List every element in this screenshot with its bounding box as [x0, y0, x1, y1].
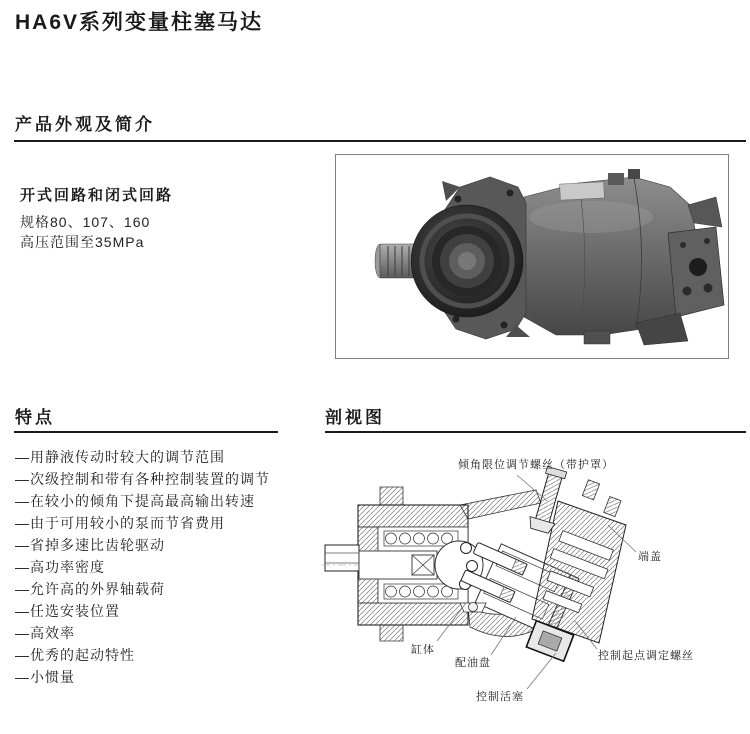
- valve-plate-detail: [460, 603, 486, 613]
- label-control-start-screw: 控制起点调定螺丝: [598, 650, 694, 662]
- section-divider-overview: [14, 140, 746, 142]
- feature-item: —省掉多速比齿轮驱动: [15, 537, 165, 553]
- inner-shaft: [359, 551, 437, 579]
- label-control-piston: 控制活塞: [476, 691, 524, 703]
- front-flange-disc: [411, 205, 523, 317]
- label-end-cover: 端盖: [638, 551, 662, 563]
- product-photo-image: [336, 155, 728, 358]
- feature-item: —优秀的起动特性: [15, 647, 135, 663]
- section-divider-section-view: [325, 431, 746, 433]
- feature-item: —任选安装位置: [15, 603, 120, 619]
- intro-text-block: [20, 184, 320, 252]
- features-list: [15, 446, 315, 688]
- intro-circuit-line: 开式回路和闭式回路: [20, 187, 174, 204]
- label-valve-plate: 配油盘: [455, 657, 491, 669]
- label-cylinder-body: 缸体: [411, 644, 435, 656]
- feature-item: —用静液传动时较大的调节范围: [15, 449, 225, 465]
- feature-item: —高效率: [15, 625, 75, 641]
- section-heading-overview: 产品外观及简介: [15, 115, 155, 134]
- feature-item: —小惯量: [15, 669, 75, 685]
- label-tilt-screw: 倾角限位调节螺丝（带护罩）: [458, 459, 614, 471]
- cross-section-drawing: [320, 435, 750, 734]
- section-heading-section-view: 剖视图: [325, 408, 385, 427]
- feature-item: —在较小的倾角下提高最高输出转速: [15, 493, 255, 509]
- feature-item: —由于可用较小的泵而节省费用: [15, 515, 225, 531]
- feature-item: —允许高的外界轴载荷: [15, 581, 165, 597]
- section-divider-features: [14, 431, 278, 433]
- section-heading-features: 特点: [15, 408, 55, 427]
- cross-section-diagram: [320, 435, 750, 734]
- bottom-boss: [584, 331, 610, 344]
- page-title: HA6V系列变量柱塞马达: [15, 11, 264, 34]
- product-photo-frame: [335, 154, 729, 359]
- feature-item: —高功率密度: [15, 559, 105, 575]
- intro-pressure-line: 高压范围至35MPa: [20, 234, 145, 250]
- feature-item: —次级控制和带有各种控制装置的调节: [15, 471, 270, 487]
- intro-spec-line: 规格80、107、160: [20, 214, 151, 230]
